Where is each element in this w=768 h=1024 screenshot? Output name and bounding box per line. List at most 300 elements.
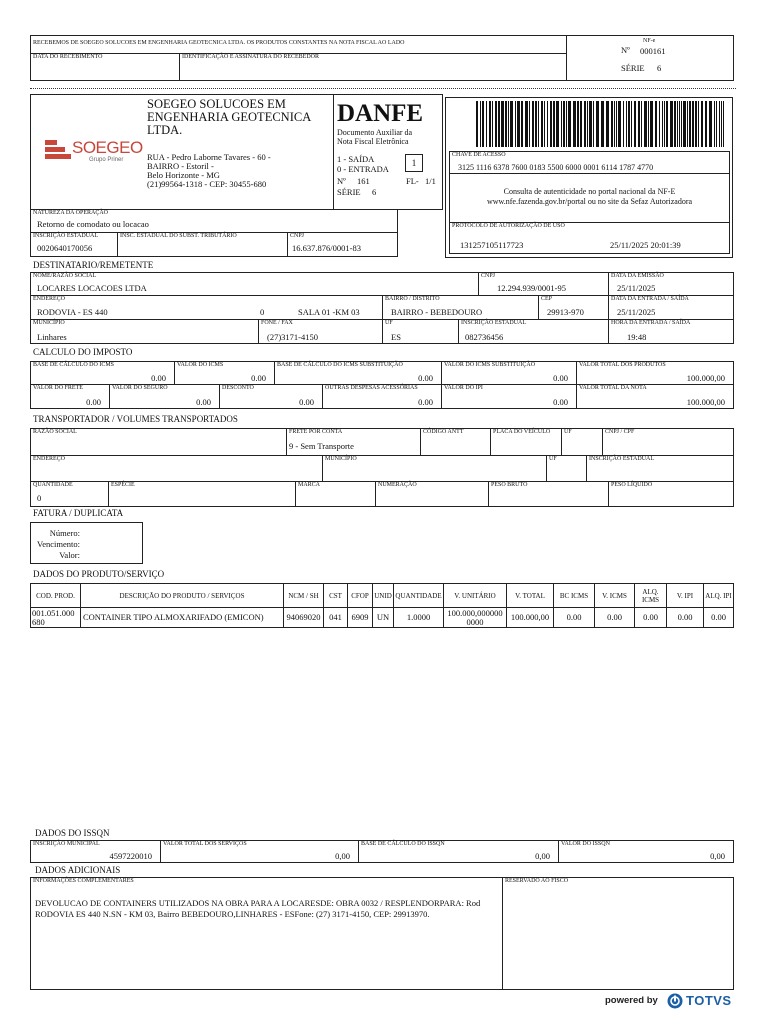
barcode-bar (501, 101, 504, 147)
icms-value-cell (174, 361, 275, 385)
recipient-cnpj-label: CNPJ (481, 273, 496, 279)
barcode-bar (695, 101, 697, 147)
emission-date: 25/11/2025 (617, 283, 656, 293)
products-total: 100.000,00 (686, 373, 725, 383)
volume-qty-cell (30, 481, 109, 507)
issuer-phone-cep: (21)99564-1318 - CEP: 30455-680 (147, 179, 267, 189)
barcode-bar (666, 101, 668, 147)
freight-mode-label: FRETE POR CONTA (289, 429, 343, 435)
insurance-value-cell (109, 384, 220, 409)
barcode-bar (521, 101, 523, 147)
invoice-box (30, 522, 143, 564)
barcode-bar (535, 101, 537, 147)
reserved-fisco-label: RESERVADO AO FISCO (505, 878, 569, 884)
header-col-qty: QUANTIDADE (393, 583, 444, 608)
receipt-date-label: DATA DO RECEBIMENTO (33, 54, 103, 60)
barcode-bar (611, 101, 613, 147)
entry-hour-label: HORA DA ENTRADA / SAÍDA (611, 320, 691, 326)
other-expenses-label: OUTRAS DESPESAS ACESSÓRIAS (325, 385, 418, 391)
cell-col-alqicms: 0.00 (634, 607, 667, 628)
recipient-cep-label: CEP (541, 296, 553, 302)
recipient-ie-cell (458, 319, 609, 344)
issuer-cnpj-cell (287, 232, 398, 257)
logo-text: SOEGEO (72, 138, 143, 157)
icms-st-label: VALOR DO ICMS SUBSTITUIÇÃO (444, 362, 536, 368)
barcode-bar (566, 101, 567, 147)
carrier-ie-cell (586, 455, 734, 482)
icms-st: 0.00 (553, 373, 568, 383)
danfe-subtitle-1: Documento Auxiliar da (337, 128, 413, 137)
barcode-bar (584, 101, 586, 147)
cell-col-unid: UN (372, 607, 394, 628)
receipt-date-cell[interactable] (30, 53, 180, 81)
barcode-bar (573, 101, 576, 147)
barcode-bar (623, 101, 624, 147)
danfe-number-label: Nº (337, 176, 346, 186)
barcode-bar (480, 101, 481, 147)
consult-line-1: Consulta de autenticidade no portal nacional da NF-E (503, 187, 676, 196)
access-key-cell (449, 151, 730, 174)
barcode-bar (670, 101, 673, 147)
barcode-bar (714, 101, 715, 147)
powered-by-text: powered by (605, 995, 658, 1006)
recipient-phone: (27)3171-4150 (267, 332, 318, 342)
other-expenses-cell (322, 384, 442, 409)
discount-cell (219, 384, 323, 409)
barcode-bar (687, 101, 688, 147)
net-weight-label: PESO LÍQUIDO (611, 482, 653, 488)
recipient-district-label: BAIRRO / DISTRITO (385, 296, 440, 302)
nature-value: Retorno de comodato ou locacao (37, 219, 149, 229)
protocol-date: 25/11/2025 20:01:39 (610, 240, 681, 250)
insurance-value: 0.00 (196, 397, 211, 407)
carrier-uf-label: UF (564, 429, 572, 435)
barcode-bar (563, 101, 565, 147)
access-key-label: CHAVE DE ACESSO (452, 152, 506, 158)
freight-mode: 9 - Sem Transporte (289, 441, 354, 451)
issqn-section-title: DADOS DO ISSQN (35, 828, 110, 838)
cell-col-cfop: 6909 (347, 607, 373, 628)
emission-date-cell (608, 272, 734, 296)
barcode-bar (644, 101, 647, 147)
danfe-fl-label: FL- (406, 176, 419, 186)
gross-weight-cell (488, 481, 609, 507)
danfe-serie-label: SÉRIE (337, 187, 361, 197)
issuer-address-1: RUA - Pedro Laborne Tavares - 60 - (147, 152, 271, 162)
transport-section-title: TRANSPORTADOR / VOLUMES TRANSPORTADOS (33, 414, 238, 424)
barcode-bar (580, 101, 582, 147)
issuer-ie-st-cell (117, 232, 288, 257)
recipient-uf: ES (391, 332, 401, 342)
recipient-uf-label: UF (385, 320, 393, 326)
recipient-cnpj: 12.294.939/0001-95 (497, 283, 566, 293)
entry-hour: 19:48 (627, 332, 647, 342)
danfe-serie: 6 (372, 187, 377, 197)
icms-st-cell (441, 361, 577, 385)
invoice-total-cell (576, 384, 734, 409)
recipient-city-cell (30, 319, 259, 344)
base-icms: 0.00 (151, 373, 166, 383)
recipient-cnpj-cell (478, 272, 609, 296)
barcode-bar (589, 101, 592, 147)
issqn-value-cell (558, 840, 734, 863)
carrier-uf-cell (561, 428, 603, 456)
protocol-number: 131257105117723 (460, 240, 524, 250)
barcode-bar (529, 101, 530, 147)
danfe-subtitle-2: Nota Fiscal Eletrônica (337, 137, 409, 146)
plate-cell (490, 428, 562, 456)
entry-hour-cell (608, 319, 734, 344)
receipt-nfe-label: NF-e (643, 38, 656, 44)
recipient-cep-cell (538, 295, 609, 320)
header-col-vicms: V. ICMS (594, 583, 635, 608)
discount-label: DESCONTO (222, 385, 254, 391)
barcode-bar (689, 101, 691, 147)
barcode-bar (626, 101, 627, 147)
recipient-district-cell (382, 295, 539, 320)
danfe-saida: 1 - SAÍDA (337, 154, 375, 164)
invoice-number-label: Número: (49, 528, 80, 538)
icms-value-label: VALOR DO ICMS (177, 362, 224, 368)
header-col-alqipi: ALQ. IPI (703, 583, 734, 608)
barcode-bar (593, 101, 594, 147)
freight-value: 0.00 (86, 397, 101, 407)
barcode-bar (664, 101, 665, 147)
carrier-ie-label: INSCRIÇÃO ESTADUAL (589, 456, 655, 462)
header-col-desc: DESCRIÇÃO DO PRODUTO / SERVIÇOS (80, 583, 284, 608)
receipt-signature-cell[interactable] (179, 53, 567, 81)
freight-value-label: VALOR DO FRETE (33, 385, 83, 391)
products-section-title: DADOS DO PRODUTO/SERVIÇO (33, 569, 165, 579)
danfe-type-value: 1 (411, 158, 417, 168)
header-col-vtotal: V. TOTAL (506, 583, 554, 608)
receipt-serie: 6 (657, 63, 662, 73)
recipient-city: Linhares (37, 332, 67, 342)
header-col-vipi: V. IPI (666, 583, 704, 608)
recipient-city-label: MUNICÍPIO (33, 320, 65, 326)
protocol-cell (449, 222, 730, 254)
barcode-bar (489, 101, 491, 147)
ipi-value: 0.00 (553, 397, 568, 407)
other-expenses: 0.00 (418, 397, 433, 407)
additional-info-line-1: DEVOLUCAO DE CONTAINERS UTILIZADOS NA OBRA PARA A LOCARESDE: OBRA 0032 / RESPLENDORPARA: Rod (35, 898, 481, 908)
additional-info-cell (30, 877, 503, 990)
header-col-vunit: V. UNITÁRIO (443, 583, 507, 608)
tax-section-title: CALCULO DO IMPOSTO (33, 347, 133, 357)
issuer-cnpj: 16.637.876/0001-83 (292, 243, 361, 253)
receipt-text-cell (30, 35, 567, 54)
invoice-due-label: Vencimento: (37, 539, 80, 549)
issqn-im-label: INSCRIÇÃO MUNICIPAL (33, 841, 100, 847)
carrier-uf2-label: UF (549, 456, 557, 462)
consult-line-2: www.nfe.fazenda.gov.br/portal ou no site da Sefaz Autorizadora (486, 197, 693, 206)
barcode-bar (679, 101, 680, 147)
issqn-base-label: BASE DE CÁLCULO DO ISSQN (361, 841, 445, 847)
nature-label: NATUREZA DA OPERAÇÃO (33, 210, 109, 216)
barcode-bar (606, 101, 609, 147)
logo-subtext: Grupo Priner (89, 157, 124, 163)
recipient-section-title: DESTINATARIO/REMETENTE (33, 260, 154, 270)
entry-date-label: DATA DA ENTRADA / SAÍDA (611, 296, 689, 302)
barcode-bar (616, 101, 617, 147)
products-total-label: VALOR TOTAL DOS PRODUTOS (579, 362, 666, 368)
barcode-bar (681, 101, 682, 147)
recipient-cep: 29913-970 (547, 307, 584, 317)
barcode-bar (677, 101, 678, 147)
header-col-cfop: CFOP (347, 583, 373, 608)
recipient-address-complement: SALA 01 -KM 03 (298, 307, 360, 317)
entry-date: 25/11/2025 (617, 307, 656, 317)
invoice-section-title: FATURA / DUPLICATA (33, 508, 124, 518)
barcode-bar (482, 101, 484, 147)
recipient-district: BAIRRO - BEBEDOURO (391, 307, 483, 317)
recipient-ie: 082736456 (465, 332, 504, 342)
barcode-bar (721, 101, 722, 147)
barcode-bar (659, 101, 660, 147)
barcode-bar (683, 101, 686, 147)
issqn-value-label: VALOR DO ISSQN (561, 841, 610, 847)
danfe-type-box (405, 154, 423, 172)
barcode-bar (498, 101, 500, 147)
issuer-ie-label: INSCRIÇÃO ESTADUAL (33, 233, 99, 239)
barcode-bar (628, 101, 630, 147)
recipient-address-cell (30, 295, 383, 320)
volume-qty: 0 (37, 493, 42, 503)
barcode-bar (723, 101, 724, 147)
receipt-text: RECEBEMOS DE SOEGEO SOLUCOES EM ENGENHARIA GEOTECNICA LTDA. OS PRODUTOS CONSTANTES NA NOTA FISCAL AO LADO (33, 40, 405, 46)
volume-numbering-label: NUMERAÇÃO (378, 482, 417, 488)
barcode-bar (547, 101, 548, 147)
carrier-city-label: MUNICÍPIO (325, 456, 357, 462)
cell-col-vipi: 0.00 (666, 607, 704, 628)
volume-qty-label: QUANTIDADE (33, 482, 73, 488)
recipient-phone-cell (258, 319, 383, 344)
volume-brand-cell (295, 481, 376, 507)
carrier-cnpj-cell (602, 428, 734, 456)
products-total-cell (576, 361, 734, 385)
plate-label: PLACA DO VEÍCULO (493, 429, 551, 435)
recipient-ie-label: INSCRIÇÃO ESTADUAL (461, 320, 527, 326)
antt-cell (420, 428, 491, 456)
base-icms-cell (30, 361, 175, 385)
barcode-bar (476, 101, 478, 147)
barcode-bar (486, 101, 487, 147)
recipient-name: LOCARES LOCACOES LTDA (37, 283, 147, 293)
danfe-entrada: 0 - ENTRADA (337, 164, 389, 174)
issqn-services-cell (160, 840, 359, 863)
barcode-bar (561, 101, 562, 147)
receipt-nfe-box (566, 35, 734, 81)
carrier-name-cell (30, 428, 287, 456)
barcode-bar (662, 101, 663, 147)
logo-mark-icon (45, 140, 75, 162)
barcode-bar (618, 101, 621, 147)
barcode-bar (709, 101, 712, 147)
barcode-bar (556, 101, 559, 147)
barcode-bar (655, 101, 657, 147)
carrier-city-cell (322, 455, 547, 482)
cell-col-alqipi: 0.00 (703, 607, 734, 628)
entry-date-cell (608, 295, 734, 320)
carrier-cnpj-label: CNPJ / CPF (605, 429, 635, 435)
barcode-bar (641, 101, 642, 147)
issuer-ie-cell (30, 232, 118, 257)
access-key: 3125 1116 6378 7600 0183 5500 6000 0001 6114 1787 4770 (458, 163, 654, 172)
invoice-total-label: VALOR TOTAL DA NOTA (579, 385, 647, 391)
barcode-bar (492, 101, 493, 147)
cell-col-cst: 041 (323, 607, 348, 628)
barcode (476, 101, 728, 147)
issqn-services-label: VALOR TOTAL DOS SERVIÇOS (163, 841, 247, 847)
receipt-serie-label: SÉRIE (621, 63, 645, 73)
barcode-bar (638, 101, 640, 147)
recipient-address: RODOVIA - ES 440 (37, 307, 108, 317)
volume-brand-label: MARCA (298, 482, 321, 488)
receipt-number: 000161 (640, 46, 666, 56)
cell-col-ncm: 94069020 (283, 607, 324, 628)
barcode-bar (541, 101, 543, 147)
header-col-bcicms: BC ICMS (553, 583, 595, 608)
receipt-signature-label: IDENTIFICAÇÃO E ASSINATURA DO RECEBEDOR (182, 54, 320, 60)
cell-col-vunit: 100.000,000000 0000 (443, 607, 507, 628)
barcode-bar (525, 101, 528, 147)
issuer-ie-st-label: INSC. ESTADUAL DO SUBST. TRIBUTÁRIO (120, 233, 237, 239)
discount-value: 0.00 (299, 397, 314, 407)
danfe-fl: 1/1 (425, 176, 436, 186)
danfe-number: 161 (357, 176, 370, 186)
barcode-bar (601, 101, 604, 147)
nature-cell (30, 209, 398, 233)
header-col-alqicms: ALQ. ICMS (634, 583, 667, 608)
issqn-services: 0,00 (335, 851, 350, 861)
volume-species-cell (108, 481, 296, 507)
gross-weight-label: PESO BRUTO (491, 482, 528, 488)
volume-species-label: ESPÉCIE (111, 482, 135, 488)
barcode-bar (517, 101, 520, 147)
base-icms-st: 0.00 (418, 373, 433, 383)
barcode-bar (550, 101, 552, 147)
cell-col-desc: CONTAINER TIPO ALMOXARIFADO (EMICON) (80, 607, 284, 628)
issqn-value: 0,00 (710, 851, 725, 861)
recipient-name-label: NOME/RAZÃO SOCIAL (33, 273, 97, 279)
cell-col-qty: 1.0000 (393, 607, 444, 628)
additional-info-line-2: RODOVIA ES 440 N.SN - KM 03, Bairro BEBEDOURO,LINHARES - ESFone: (27) 3171-4150, CEP: 29913970. (35, 909, 430, 919)
barcode-bar (719, 101, 720, 147)
barcode-bar (614, 101, 615, 147)
base-icms-st-label: BASE DE CÁLCULO DO ICMS SUBSTITUIÇÃO (277, 362, 403, 368)
ipi-value-label: VALOR DO IPI (444, 385, 483, 391)
soegeo-logo (45, 138, 143, 168)
header-col-ncm: NCM / SH (283, 583, 324, 608)
header-col-unid: UNID (372, 583, 394, 608)
barcode-bar (674, 101, 676, 147)
emission-date-label: DATA DA EMISSÃO (611, 273, 664, 279)
antt-label: CÓDIGO ANTT (423, 429, 464, 435)
barcode-bar (634, 101, 636, 147)
barcode-bar (577, 101, 579, 147)
consult-cell (449, 173, 730, 223)
barcode-bar (510, 101, 513, 147)
recipient-name-cell (30, 272, 479, 296)
carrier-name-label: RAZÃO SOCIAL (33, 429, 77, 435)
carrier-address-cell (30, 455, 323, 482)
freight-mode-cell (286, 428, 421, 456)
issuer-ie: 0020640170056 (37, 243, 93, 253)
invoice-value-label: Valor: (59, 550, 80, 560)
issuer-address-3: Belo Horizonte - MG (147, 170, 220, 180)
barcode-bar (532, 101, 534, 147)
net-weight-cell (608, 481, 734, 507)
barcode-bar (698, 101, 699, 147)
barcode-bar (692, 101, 694, 147)
additional-info-label: INFORMAÇÕES COMPLEMENTARES (33, 878, 134, 884)
issqn-im: 4597220010 (109, 851, 152, 861)
carrier-uf2-cell (546, 455, 587, 482)
cell-col-bcicms: 0.00 (553, 607, 595, 628)
header-col-cst: CST (323, 583, 348, 608)
barcode-bar (553, 101, 555, 147)
barcode-bar (505, 101, 507, 147)
recipient-phone-label: FONE / FAX (261, 320, 293, 326)
additional-section-title: DADOS ADICIONAIS (35, 865, 121, 875)
danfe-title: DANFE (337, 100, 424, 127)
barcode-bar (701, 101, 703, 147)
recipient-address-label: ENDEREÇO (33, 296, 65, 302)
issqn-base: 0,00 (535, 851, 550, 861)
cell-col-cod: 001.051.000 680 (30, 607, 81, 628)
barcode-bar (596, 101, 599, 147)
issuer-name: SOEGEO SOLUCOES EM ENGENHARIA GEOTECNICA LTDA. (147, 97, 311, 137)
barcode-bar (587, 101, 588, 147)
issqn-im-cell (30, 840, 161, 863)
barcode-bar (648, 101, 649, 147)
issuer-address-2: BAIRRO - Estoril - (147, 161, 214, 171)
protocol-label: PROTOCOLO DE AUTORIZAÇÃO DE USO (452, 223, 565, 229)
cell-col-vtotal: 100.000,00 (506, 607, 554, 628)
powered-by-footer (605, 993, 730, 1011)
barcode-bar (508, 101, 509, 147)
recipient-address-number: 0 (260, 307, 265, 317)
carrier-address-label: ENDEREÇO (33, 456, 65, 462)
barcode-bar (538, 101, 539, 147)
base-icms-label: BASE DE CÁLCULO DO ICMS (33, 362, 115, 368)
insurance-value-label: VALOR DO SEGURO (112, 385, 168, 391)
barcode-bar (650, 101, 653, 147)
ipi-value-cell (441, 384, 577, 409)
barcode-bar (631, 101, 632, 147)
receipt-number-label: Nº (621, 45, 630, 55)
volume-numbering-cell (375, 481, 489, 507)
issqn-base-cell (358, 840, 559, 863)
invoice-total: 100.000,00 (686, 397, 725, 407)
barcode-bar (515, 101, 516, 147)
cut-line (30, 88, 736, 89)
issuer-cnpj-label: CNPJ (290, 233, 305, 239)
freight-value-cell (30, 384, 110, 409)
barcode-bar (568, 101, 571, 147)
icms-value: 0.00 (251, 373, 266, 383)
barcode-bar (716, 101, 717, 147)
totvs-logo-icon (667, 993, 683, 1009)
totvs-brand: TOTVS (686, 993, 732, 1008)
barcode-bar (544, 101, 545, 147)
recipient-uf-cell (382, 319, 459, 344)
cell-col-vicms: 0.00 (594, 607, 635, 628)
barcode-bar (705, 101, 707, 147)
header-col-cod: COD. PROD. (30, 583, 81, 608)
reserved-fisco-cell (502, 877, 734, 990)
base-icms-st-cell (274, 361, 442, 385)
